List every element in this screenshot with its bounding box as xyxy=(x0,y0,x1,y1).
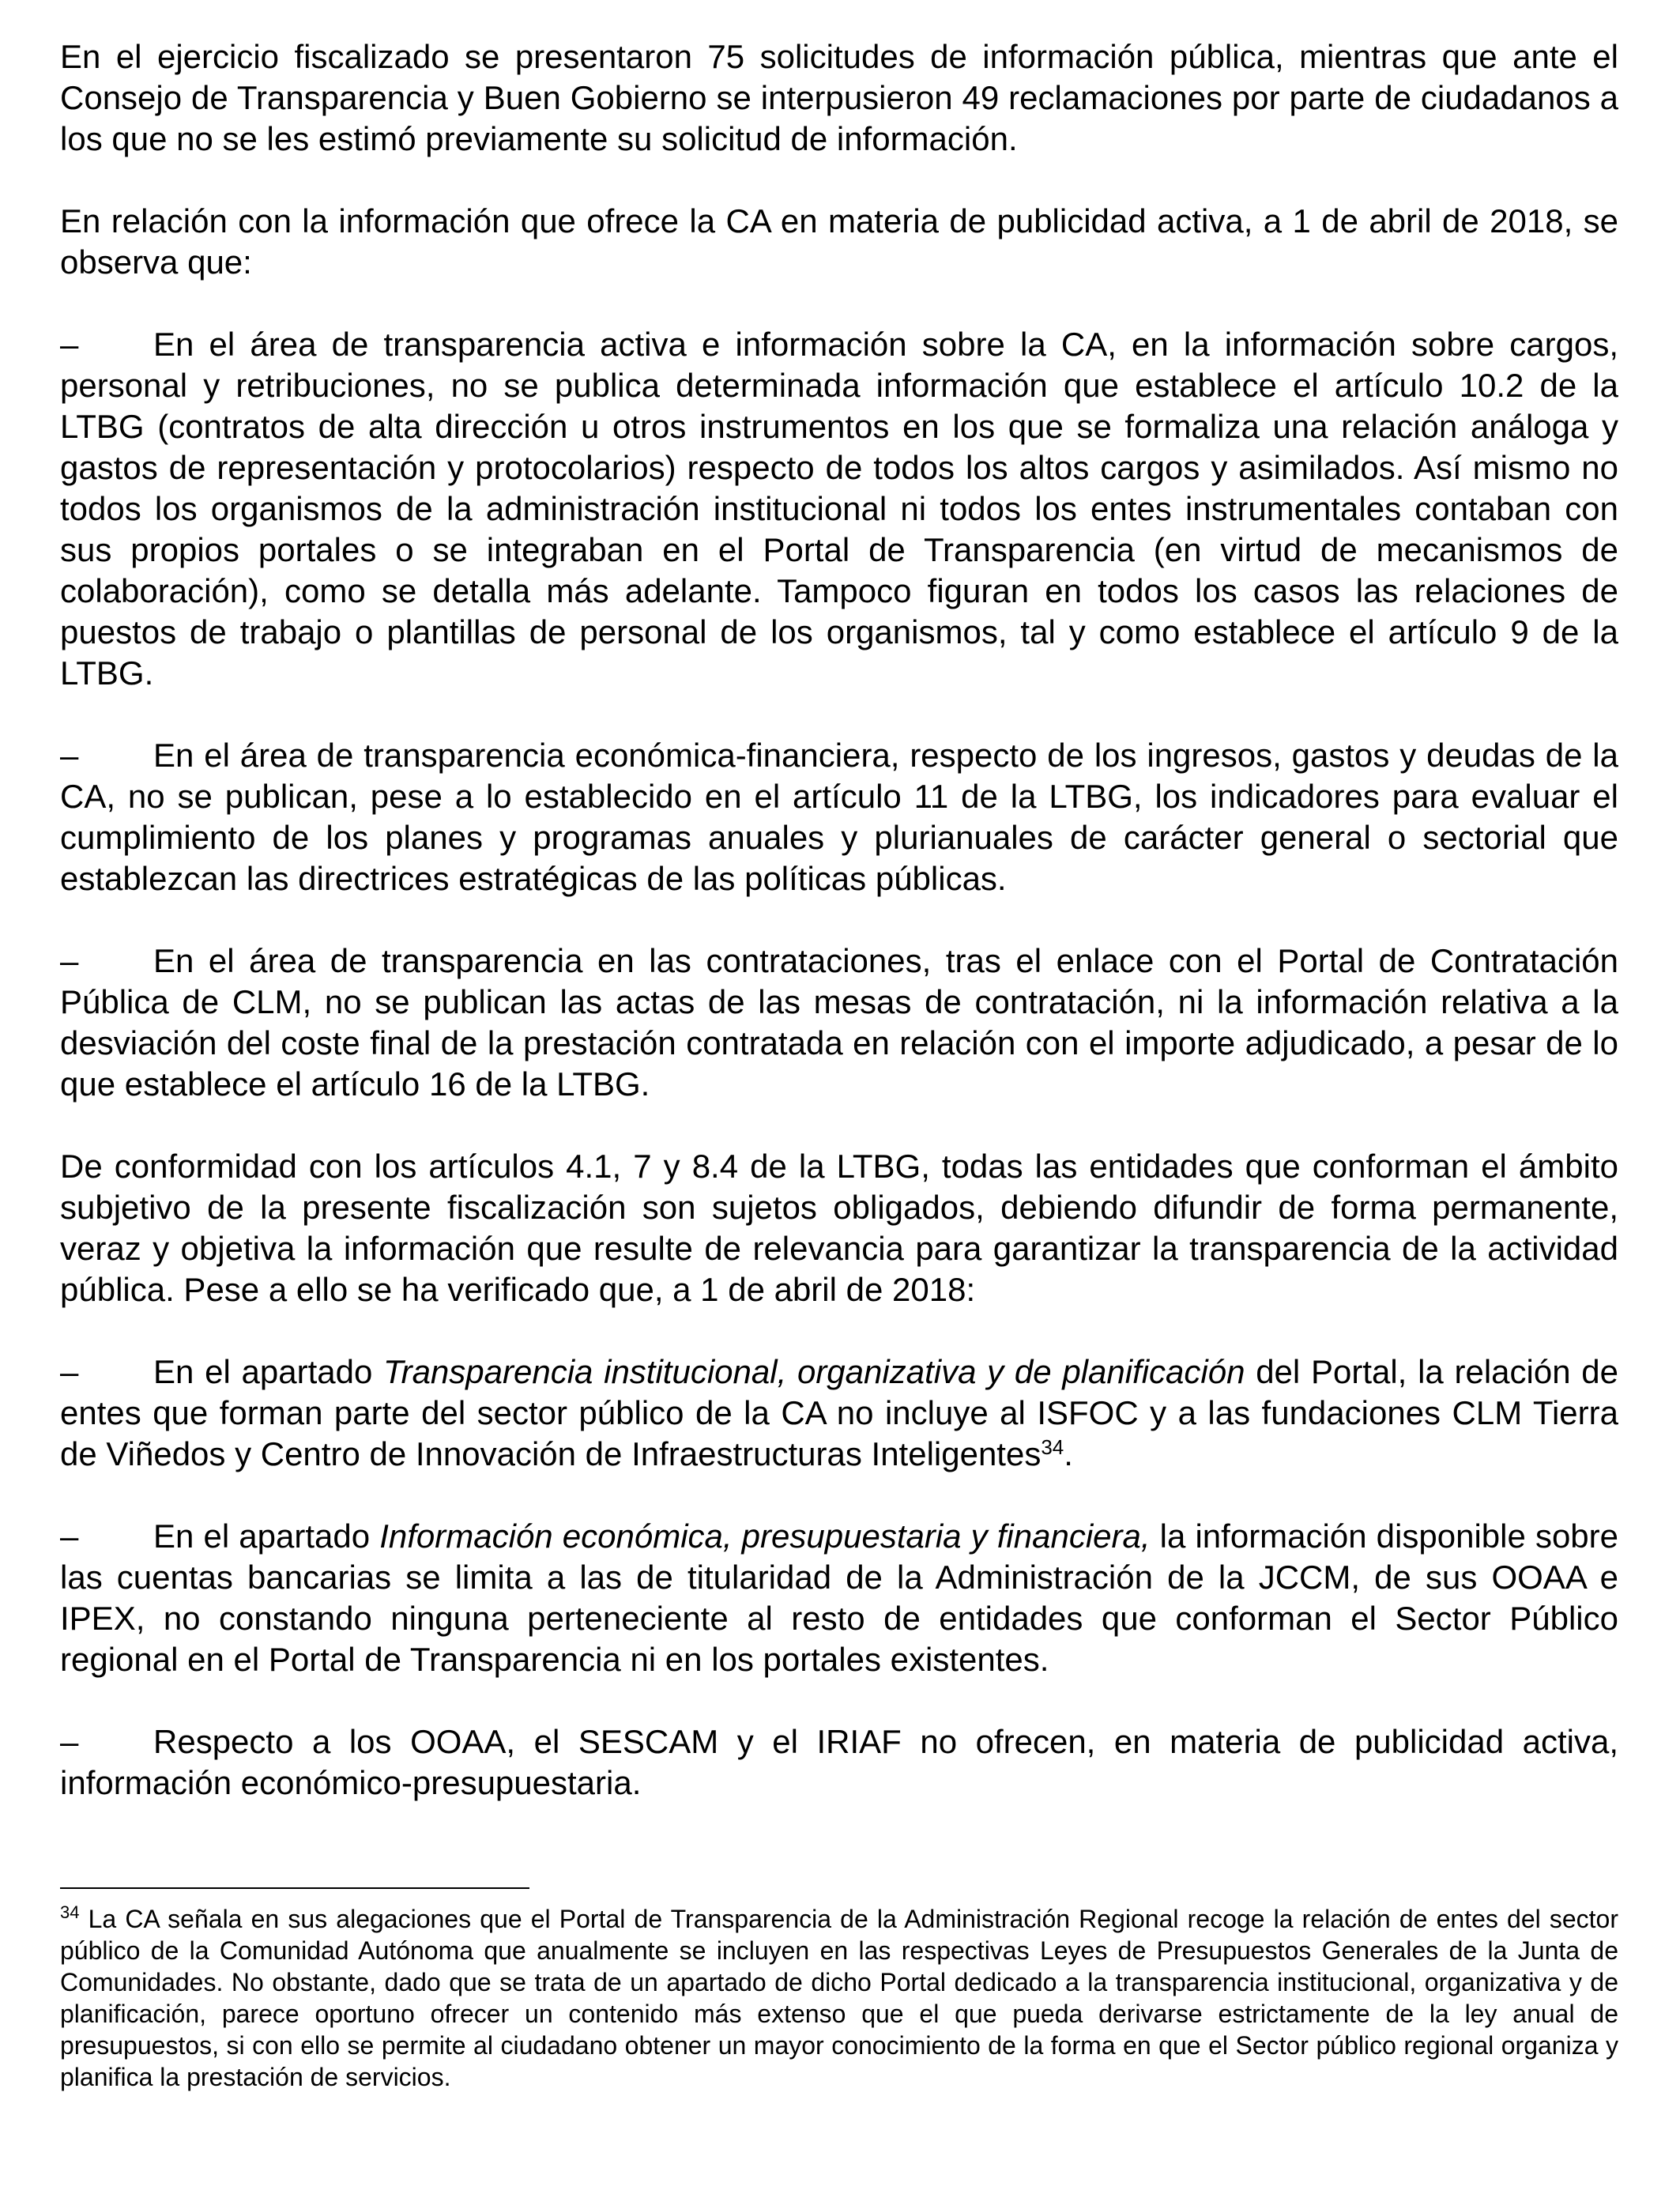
bullet-text-pre: En el apartado xyxy=(153,1517,380,1555)
paragraph-conformidad: De conformidad con los artículos 4.1, 7 y 8.4 de la LTBG, todas las entidades que conforman el ámbito subjetivo de la presente fiscalización son sujetos obligados, debiendo difundir de forma permanente, veraz y objetiva la información que resulte de relevancia para garantizar la transparencia de la actividad pública. Pese a ello se ha verificado que, a 1 de abril de 2018: xyxy=(60,1148,1618,1308)
footnote-text: La CA señala en sus alegaciones que el Portal de Transparencia de la Administración Regional recoge la relación de entes del sector público de la Comunidad Autónoma que anualmente se incluyen en las respectivas Leyes de Presupuestos Generales de la Junta de Comunidades. No obstante, dado que se trata de un apartado de dicho Portal dedicado a la transparencia institucional, organizativa y de planificación, parece oportuno ofrecer un contenido más extenso que el que pueda derivarse estrictamente de la ley anual de presupuestos, si con ello se permite al ciudadano obtener un mayor conocimiento de la forma en que el Sector público regional organiza y planifica la prestación de servicios. xyxy=(60,1905,1618,2091)
paragraph-publicidad-activa: En relación con la información que ofrece la CA en materia de publicidad activa, a 1 de abril de 2018, se observa que: xyxy=(60,202,1618,281)
section-title-italic: Información económica, presupuestaria y financiera, xyxy=(379,1517,1151,1555)
bullet-text-pre: En el apartado xyxy=(153,1353,384,1390)
bullet-text-post: la información disponible sobre las cuentas bancarias se limita a las de titularidad de la Administración de la JCCM, de sus OOAA e IPEX, no constando ninguna perteneciente al resto de entidades que conforman el Sector Público regional en el Portal de Transparencia ni en los portales existentes. xyxy=(60,1517,1619,1678)
document-body xyxy=(60,36,1618,1845)
dash-bullet: – xyxy=(60,942,79,979)
section-title-italic: Transparencia institucional, organizativa y de planificación xyxy=(383,1353,1245,1390)
bullet-text: En el área de transparencia económica-financiera, respecto de los ingresos, gastos y deudas de la CA, no se publican, pese a lo establecido en el artículo 11 de la LTBG, los indicadores para evaluar el cumplimiento de los planes y programas anuales y plurianuales de carácter general o sectorial que establezcan las directrices estratégicas de las políticas públicas. xyxy=(60,737,1618,897)
bullet-text-post: del Portal, la relación de entes que forman parte del sector público de la CA no incluye al ISFOC y a las fundaciones CLM Tierra de Viñedos y Centro de Innovación de Infraestructuras Inteligentes xyxy=(60,1353,1618,1472)
footnote-reference[interactable]: 34 xyxy=(1041,1435,1064,1459)
dash-bullet: – xyxy=(60,326,79,363)
dash-bullet: – xyxy=(60,1353,79,1390)
bullet-text-end: . xyxy=(1064,1435,1073,1472)
bullet-ooaa xyxy=(60,1721,1618,1804)
dash-bullet: – xyxy=(60,737,79,774)
paragraph-solicitudes: En el ejercicio fiscalizado se presentaron 75 solicitudes de información pública, mientras que ante el Consejo de Transparencia y Buen Gobierno se interpusieron 49 reclamaciones por parte de ciudadanos a los que no se les estimó previamente su solicitud de información. xyxy=(60,38,1618,157)
footnote xyxy=(60,1903,1618,2093)
bullet-text: En el área de transparencia activa e información sobre la CA, en la información sobre cargos, personal y retribuciones, no se publica determinada información que establece el artículo 10.2 de la LTBG (contratos de alta dirección u otros instrumentos en los que se formaliza una relación análoga y gastos de representación y protocolarios) respecto de todos los altos cargos y asimilados. Así mismo no todos los organismos de la administración institucional ni todos los entes instrumentales contaban con sus propios portales o se integraban en el Portal de Transparencia (en virtud de mecanismos de colaboración), como se detalla más adelante. Tampoco figuran en todos los casos las relaciones de puestos de trabajo o plantillas de personal de los organismos, tal y como establece el artículo 9 de la LTBG. xyxy=(60,326,1618,692)
bullet-transparencia-activa xyxy=(60,324,1618,694)
bullet-transparencia-institucional xyxy=(60,1351,1618,1475)
bullet-contrataciones xyxy=(60,941,1618,1105)
footnote-number: 34 xyxy=(60,1902,80,1922)
bullet-transparencia-economica xyxy=(60,735,1618,899)
dash-bullet: – xyxy=(60,1723,79,1760)
dash-bullet: – xyxy=(60,1517,79,1555)
bullet-informacion-economica xyxy=(60,1516,1618,1680)
footnote-divider xyxy=(60,1887,529,1889)
bullet-text: En el área de transparencia en las contrataciones, tras el enlace con el Portal de Contratación Pública de CLM, no se publican las actas de las mesas de contratación, ni la información relativa a la desviación del coste final de la prestación contratada en relación con el importe adjudicado, a pesar de lo que establece el artículo 16 de la LTBG. xyxy=(60,942,1618,1103)
bullet-text: Respecto a los OOAA, el SESCAM y el IRIAF no ofrecen, en materia de publicidad activa, información económico-presupuestaria. xyxy=(60,1723,1618,1801)
